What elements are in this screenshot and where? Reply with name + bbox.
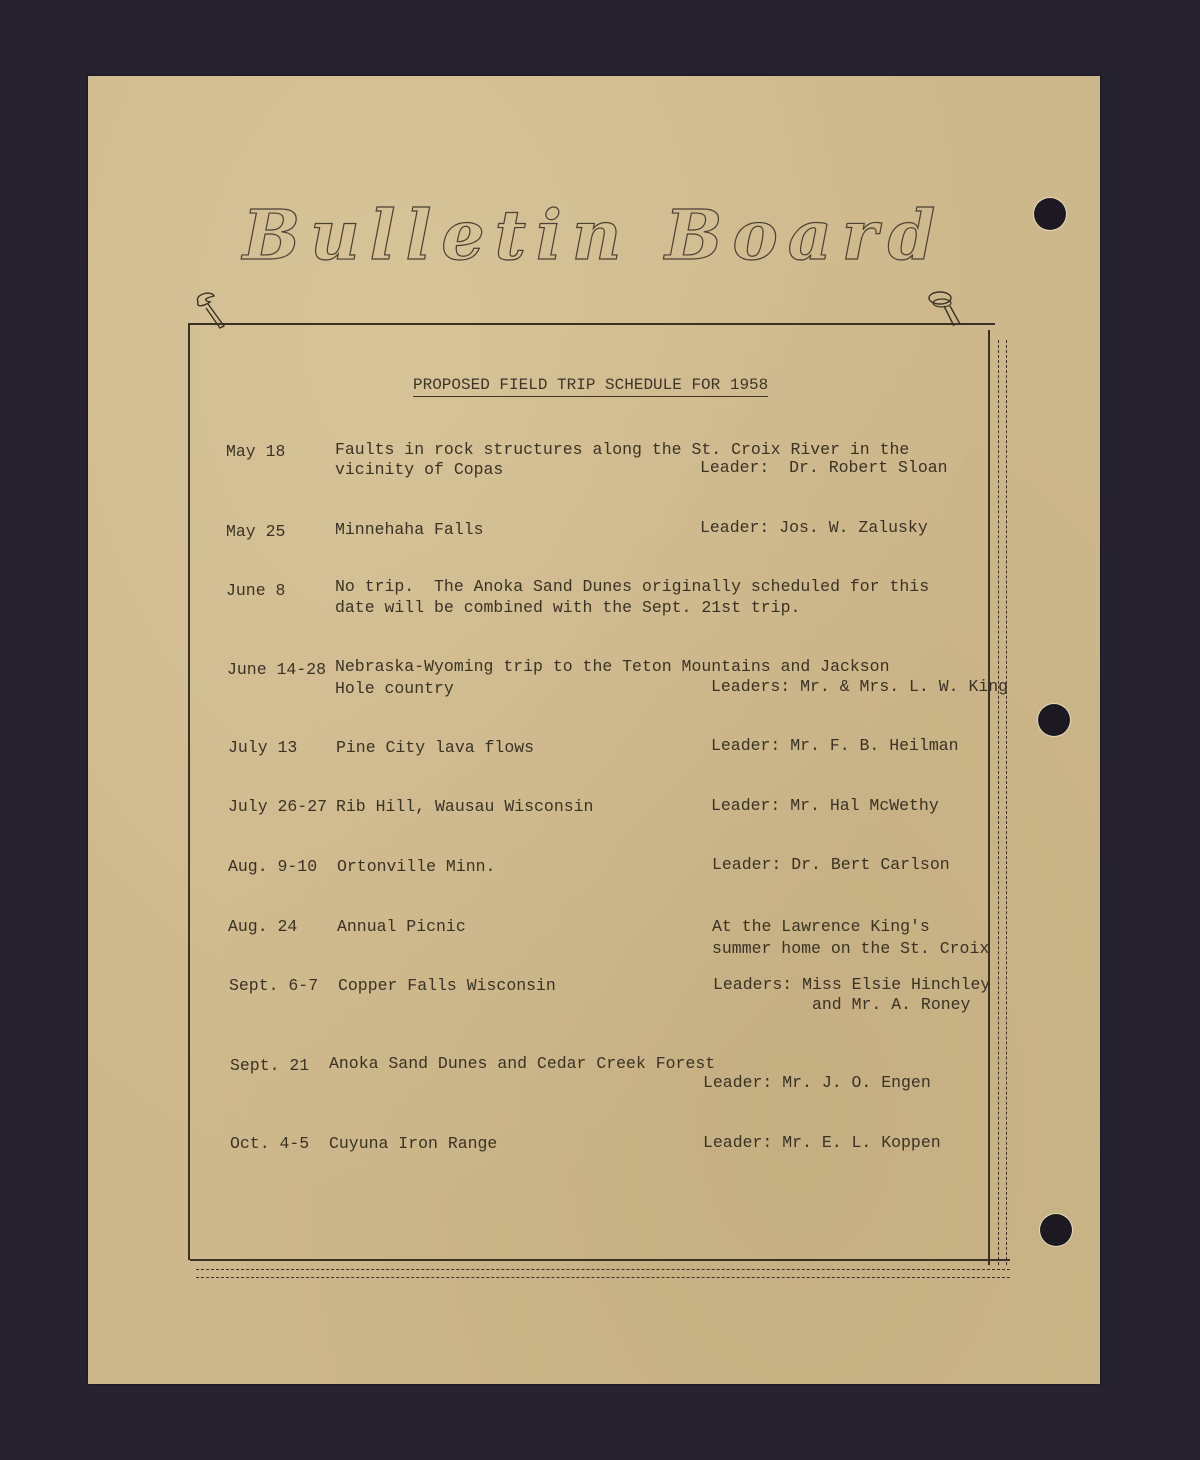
- paper-sheet: [88, 76, 1100, 1384]
- trip-date: Sept. 6-7: [229, 976, 319, 995]
- trip-leader: Leader: Jos. W. Zalusky: [700, 518, 928, 537]
- trip-description: Anoka Sand Dunes and Cedar Creek Forest: [329, 1054, 716, 1073]
- schedule-heading: PROPOSED FIELD TRIP SCHEDULE FOR 1958: [413, 376, 768, 397]
- trip-description: No trip. The Anoka Sand Dunes originally scheduled for this: [335, 577, 930, 596]
- trip-leader-cont: and Mr. A. Roney: [812, 995, 971, 1014]
- trip-leader: Leader: Dr. Robert Sloan: [700, 458, 948, 477]
- trip-description: Faults in rock structures along the St. Croix River in the: [335, 440, 910, 459]
- trip-description: Annual Picnic: [337, 917, 466, 936]
- trip-date: July 26-27: [228, 797, 328, 816]
- trip-date: May 25: [226, 522, 286, 541]
- trip-date: Oct. 4-5: [230, 1134, 310, 1153]
- trip-leader: Leader: Mr. Hal McWethy: [711, 796, 939, 815]
- punch-hole-middle: [1038, 704, 1070, 736]
- trip-description: Nebraska-Wyoming trip to the Teton Mountains and Jackson: [335, 657, 890, 676]
- board-frame-bottom-edge: [190, 1259, 1010, 1281]
- trip-description: Cuyuna Iron Range: [329, 1134, 498, 1153]
- trip-leader: Leader: Mr. F. B. Heilman: [711, 736, 959, 755]
- trip-date: June 14-28: [227, 660, 327, 679]
- trip-leader: Leader: Dr. Bert Carlson: [712, 855, 950, 874]
- trip-description: Copper Falls Wisconsin: [338, 976, 556, 995]
- trip-leader: At the Lawrence King's: [712, 917, 930, 936]
- trip-date: Aug. 24: [228, 917, 298, 936]
- trip-date: July 13: [228, 738, 298, 757]
- trip-description-cont: vicinity of Copas: [335, 460, 504, 479]
- trip-description: Ortonville Minn.: [337, 857, 496, 876]
- trip-date: Aug. 9-10: [228, 857, 318, 876]
- trip-leader-cont: summer home on the St. Croix: [712, 939, 990, 958]
- trip-description-cont: Hole country: [335, 679, 454, 698]
- trip-description: Minnehaha Falls: [335, 520, 484, 539]
- trip-date: May 18: [226, 442, 286, 461]
- bulletin-board-title: Bulletin Board: [242, 196, 946, 276]
- trip-leader: Leader: Mr. J. O. Engen: [703, 1073, 931, 1092]
- trip-leader: Leader: Mr. E. L. Koppen: [703, 1133, 941, 1152]
- punch-hole-bottom: [1040, 1214, 1072, 1246]
- trip-description-cont: date will be combined with the Sept. 21st trip.: [335, 598, 801, 617]
- board-frame-right-edge: [988, 330, 1014, 1265]
- trip-description: Rib Hill, Wausau Wisconsin: [336, 797, 594, 816]
- trip-date: Sept. 21: [230, 1056, 310, 1075]
- trip-description: Pine City lava flows: [336, 738, 535, 757]
- trip-leader: Leaders: Mr. & Mrs. L. W. King: [711, 677, 1009, 696]
- trip-leader: Leaders: Miss Elsie Hinchley: [713, 975, 991, 994]
- trip-date: June 8: [226, 581, 286, 600]
